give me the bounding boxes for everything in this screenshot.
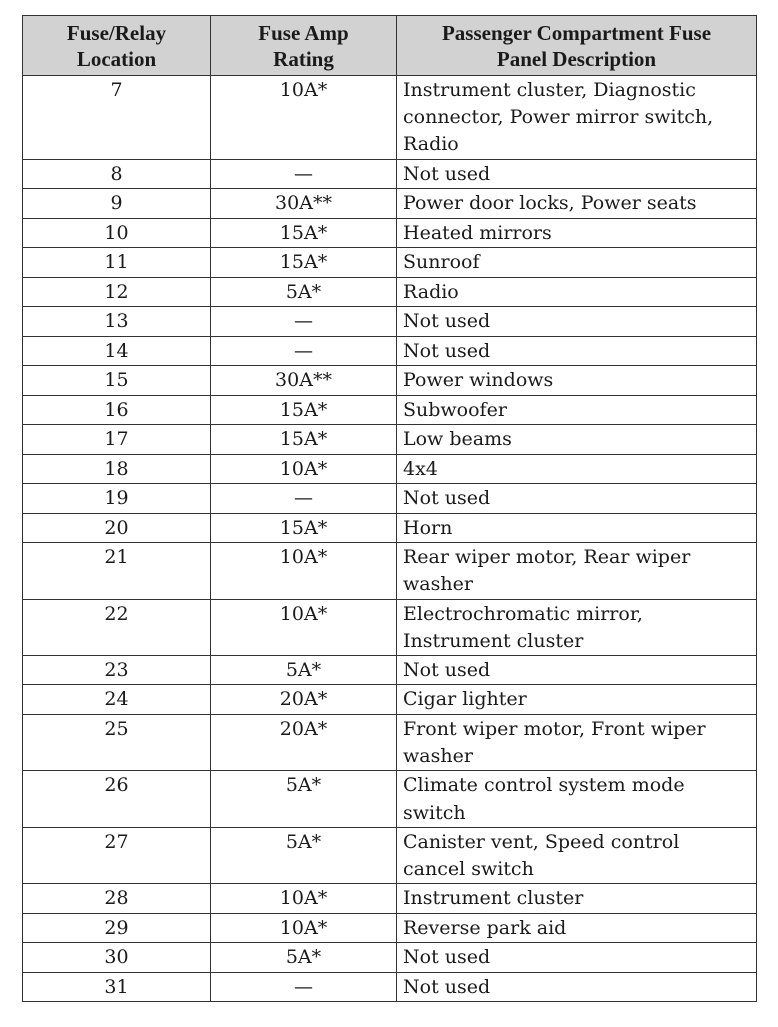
table-row xyxy=(23,513,757,543)
description-line: Front wiper motor, Front wiper xyxy=(403,717,706,740)
fuse-description-cell xyxy=(397,714,757,770)
fuse-description-cell xyxy=(397,484,757,514)
fuse-description-cell xyxy=(397,513,757,543)
table-row xyxy=(23,714,757,770)
table-header xyxy=(23,16,757,76)
table-row xyxy=(23,336,757,366)
description-line: Not used xyxy=(403,975,491,998)
table-row xyxy=(23,425,757,455)
header-line: Fuse Amp xyxy=(258,20,349,45)
table-row xyxy=(23,484,757,514)
description-line: Reverse park aid xyxy=(403,916,567,939)
fuse-rating-cell: 15A* xyxy=(211,513,397,543)
fuse-rating-cell: — xyxy=(211,972,397,1002)
fuse-location-cell: 11 xyxy=(23,248,211,278)
description-line: Not used xyxy=(403,339,491,362)
description-line: Not used xyxy=(403,310,491,333)
description-line: Sunroof xyxy=(403,251,480,274)
table-body xyxy=(23,76,757,1002)
table-row xyxy=(23,248,757,278)
table-row xyxy=(23,189,757,219)
table-row xyxy=(23,395,757,425)
description-line: Electrochromatic mirror, xyxy=(403,602,643,625)
fuse-table xyxy=(22,15,757,1002)
fuse-rating-cell: — xyxy=(211,484,397,514)
fuse-location-cell: 19 xyxy=(23,484,211,514)
fuse-description-cell xyxy=(397,425,757,455)
fuse-rating-cell: 15A* xyxy=(211,218,397,248)
fuse-rating-cell: 10A* xyxy=(211,913,397,943)
fuse-location-cell: 31 xyxy=(23,972,211,1002)
fuse-rating-cell: 5A* xyxy=(211,771,397,827)
fuse-description-cell xyxy=(397,972,757,1002)
header-line: Fuse/Relay xyxy=(66,20,167,45)
table-row xyxy=(23,884,757,914)
fuse-location-cell: 27 xyxy=(23,827,211,883)
description-line: washer xyxy=(403,573,473,596)
table-row xyxy=(23,771,757,827)
fuse-description-cell xyxy=(397,189,757,219)
fuse-rating-cell: 20A* xyxy=(211,685,397,715)
fuse-description-cell xyxy=(397,218,757,248)
header-line: Passenger Compartment Fuse xyxy=(441,20,712,45)
fuse-rating-cell: 5A* xyxy=(211,943,397,973)
header-line: Location xyxy=(76,46,157,71)
fuse-location-cell: 10 xyxy=(23,218,211,248)
fuse-rating-cell: — xyxy=(211,336,397,366)
table-row xyxy=(23,599,757,655)
fuse-location-cell: 24 xyxy=(23,685,211,715)
table-row xyxy=(23,543,757,599)
header-fuse-amp-rating xyxy=(211,16,397,76)
fuse-description-cell xyxy=(397,655,757,685)
description-line: Horn xyxy=(403,516,453,539)
description-line: Rear wiper motor, Rear wiper xyxy=(403,546,691,569)
fuse-rating-cell: 10A* xyxy=(211,76,397,160)
table-row xyxy=(23,827,757,883)
fuse-rating-cell: 30A** xyxy=(211,366,397,396)
description-line: Power door locks, Power seats xyxy=(403,192,697,215)
fuse-description-cell xyxy=(397,913,757,943)
description-line: Instrument cluster, Diagnostic xyxy=(403,79,696,101)
description-line: washer xyxy=(403,745,473,768)
description-line: Radio xyxy=(403,133,459,156)
fuse-rating-cell: 15A* xyxy=(211,395,397,425)
table-row xyxy=(23,159,757,189)
fuse-description-cell xyxy=(397,943,757,973)
fuse-location-cell: 16 xyxy=(23,395,211,425)
fuse-location-cell: 9 xyxy=(23,189,211,219)
table-row xyxy=(23,454,757,484)
table-row xyxy=(23,972,757,1002)
fuse-description-cell xyxy=(397,599,757,655)
fuse-description-cell xyxy=(397,277,757,307)
fuse-rating-cell: 10A* xyxy=(211,599,397,655)
fuse-rating-cell: 5A* xyxy=(211,827,397,883)
fuse-rating-cell: 15A* xyxy=(211,425,397,455)
fuse-description-cell xyxy=(397,395,757,425)
fuse-location-cell: 25 xyxy=(23,714,211,770)
fuse-rating-cell: — xyxy=(211,159,397,189)
description-line: Low beams xyxy=(403,428,512,451)
fuse-rating-cell: 5A* xyxy=(211,655,397,685)
table-row xyxy=(23,685,757,715)
fuse-description-cell xyxy=(397,543,757,599)
fuse-description-cell xyxy=(397,307,757,337)
fuse-location-cell: 8 xyxy=(23,159,211,189)
fuse-location-cell: 29 xyxy=(23,913,211,943)
fuse-description-cell xyxy=(397,248,757,278)
fuse-location-cell: 12 xyxy=(23,277,211,307)
fuse-description-cell xyxy=(397,827,757,883)
header-line: Rating xyxy=(273,46,334,71)
fuse-location-cell: 22 xyxy=(23,599,211,655)
fuse-location-cell: 7 xyxy=(23,76,211,160)
fuse-location-cell: 21 xyxy=(23,543,211,599)
fuse-description-cell xyxy=(397,76,757,160)
description-line: Cigar lighter xyxy=(403,688,527,711)
header-panel-description xyxy=(397,16,757,76)
table-row xyxy=(23,76,757,160)
description-line: Subwoofer xyxy=(403,398,507,421)
fuse-location-cell: 18 xyxy=(23,454,211,484)
fuse-location-cell: 14 xyxy=(23,336,211,366)
description-line: Instrument cluster xyxy=(403,887,584,910)
fuse-rating-cell: 10A* xyxy=(211,884,397,914)
table-row xyxy=(23,366,757,396)
fuse-location-cell: 20 xyxy=(23,513,211,543)
fuse-description-cell xyxy=(397,336,757,366)
fuse-location-cell: 30 xyxy=(23,943,211,973)
fuse-rating-cell: 5A* xyxy=(211,277,397,307)
description-line: Instrument cluster xyxy=(403,629,584,652)
table-row xyxy=(23,655,757,685)
fuse-rating-cell: — xyxy=(211,307,397,337)
fuse-description-cell xyxy=(397,159,757,189)
fuse-description-cell xyxy=(397,454,757,484)
description-line: switch xyxy=(403,801,466,824)
description-line: Radio xyxy=(403,280,459,303)
description-line: Not used xyxy=(403,658,491,681)
description-line: Not used xyxy=(403,162,491,185)
description-line: Canister vent, Speed control xyxy=(403,830,680,853)
description-line: 4x4 xyxy=(403,457,438,480)
fuse-rating-cell: 10A* xyxy=(211,543,397,599)
fuse-location-cell: 28 xyxy=(23,884,211,914)
table-row xyxy=(23,218,757,248)
fuse-description-cell xyxy=(397,884,757,914)
table-row xyxy=(23,277,757,307)
fuse-rating-cell: 15A* xyxy=(211,248,397,278)
description-line: Not used xyxy=(403,487,491,510)
header-row xyxy=(23,16,757,76)
description-line: Heated mirrors xyxy=(403,221,552,244)
description-line: Not used xyxy=(403,946,491,969)
fuse-description-cell xyxy=(397,771,757,827)
fuse-location-cell: 17 xyxy=(23,425,211,455)
fuse-location-cell: 15 xyxy=(23,366,211,396)
header-fuse-relay-location xyxy=(23,16,211,76)
fuse-location-cell: 23 xyxy=(23,655,211,685)
fuse-description-cell xyxy=(397,685,757,715)
description-line: cancel switch xyxy=(403,857,534,880)
fuse-location-cell: 13 xyxy=(23,307,211,337)
fuse-rating-cell: 20A* xyxy=(211,714,397,770)
description-line: Power windows xyxy=(403,369,554,392)
fuse-description-cell xyxy=(397,366,757,396)
fuse-location-cell: 26 xyxy=(23,771,211,827)
fuse-rating-cell: 30A** xyxy=(211,189,397,219)
table-row xyxy=(23,307,757,337)
description-line: connector, Power mirror switch, xyxy=(403,106,714,129)
fuse-rating-cell: 10A* xyxy=(211,454,397,484)
table-row xyxy=(23,913,757,943)
table-row xyxy=(23,943,757,973)
description-line: Climate control system mode xyxy=(403,774,685,797)
header-line: Panel Description xyxy=(496,46,657,71)
